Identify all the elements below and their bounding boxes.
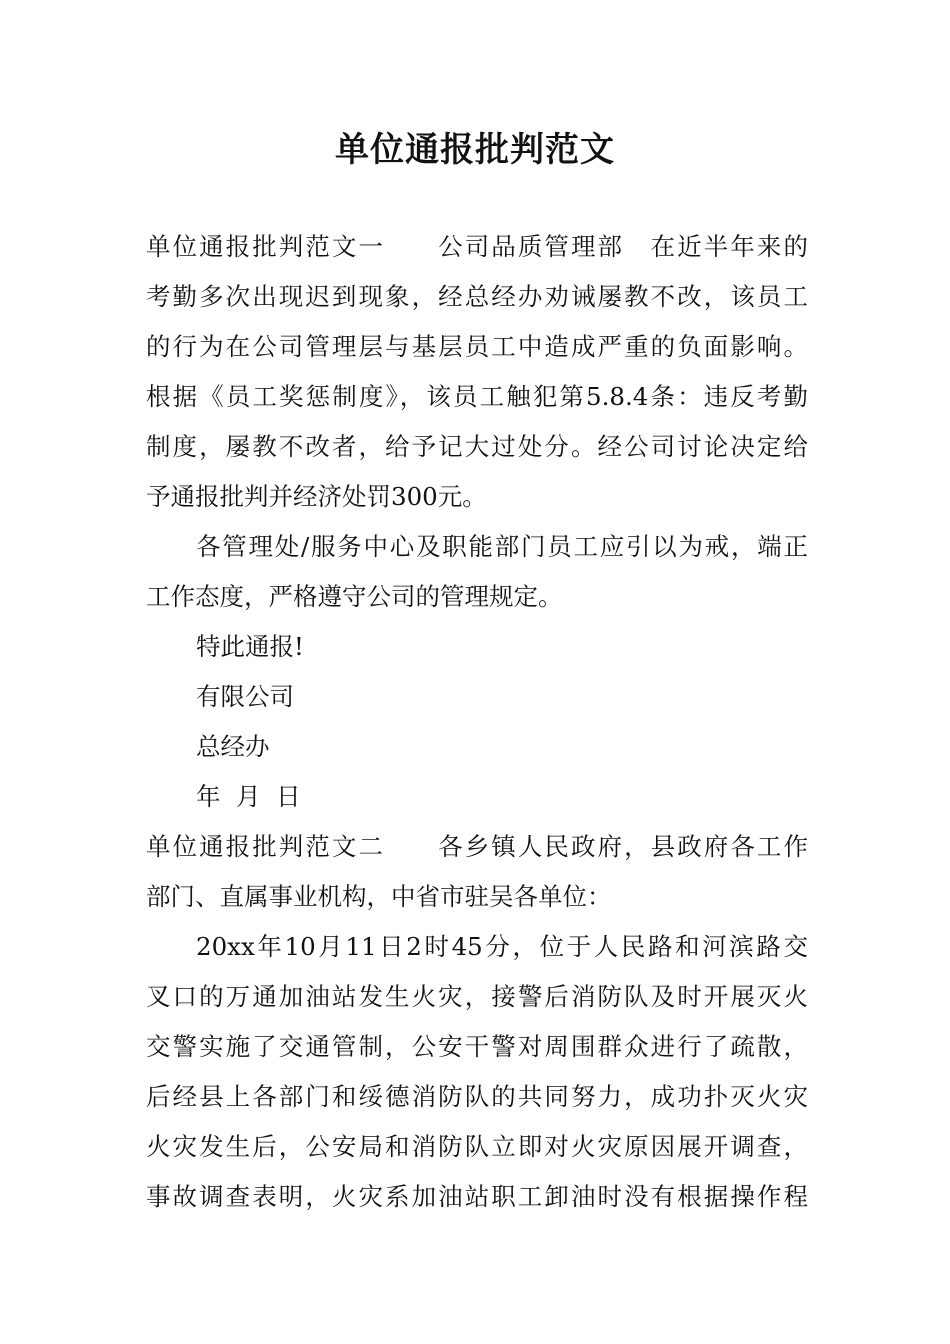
signature-department: 总经办 [196, 732, 270, 761]
paragraph-line: 工作态度，严格遵守公司的管理规定。 [146, 582, 563, 611]
document-body [146, 222, 808, 1222]
paragraph-line: 各管理处/服务中心及职能部门员工应引以为戒，端正 [196, 532, 808, 561]
paragraph-line: 后经县上各部门和绥德消防队的共同努力，成功扑灭火灾 [146, 1082, 808, 1111]
paragraph-line: 20xx年10月11日2时45分，位于人民路和河滨路交 [196, 932, 808, 961]
paragraph-line: 根据《员工奖惩制度》，该员工触犯第5.8.4条：违反考勤 [146, 382, 808, 411]
paragraph-line: 考勤多次出现迟到现象，经总经办劝诫屡教不改，该员工 [146, 282, 808, 311]
paragraph-line: 交警实施了交通管制，公安干警对周围群众进行了疏散， [146, 1032, 808, 1061]
paragraph-line: 单位通报批判范文一 公司品质管理部 在近半年来的 [146, 232, 808, 261]
paragraph-line: 予通报批判并经济处罚300元。 [146, 482, 487, 511]
paragraph-line: 叉口的万通加油站发生火灾，接警后消防队及时开展灭火 [146, 982, 808, 1011]
paragraph-line: 部门、直属事业机构，中省市驻吴各单位： [146, 882, 612, 911]
paragraph-line: 火灾发生后，公安局和消防队立即对火灾原因展开调查， [146, 1132, 808, 1161]
paragraph-line: 事故调查表明，火灾系加油站职工卸油时没有根据操作程 [146, 1182, 808, 1211]
paragraph-line: 制度，屡教不改者，给予记大过处分。经公司讨论决定给 [146, 432, 808, 461]
closing-line: 特此通报! [196, 632, 304, 661]
signature-company: 有限公司 [196, 682, 294, 711]
signature-date: 年 月 日 [196, 782, 301, 811]
paragraph-line: 单位通报批判范文二 各乡镇人民政府，县政府各工作 [146, 832, 808, 861]
paragraph-line: 的行为在公司管理层与基层员工中造成严重的负面影响。 [146, 332, 808, 361]
document-title: 单位通报批判范文 [335, 130, 615, 170]
